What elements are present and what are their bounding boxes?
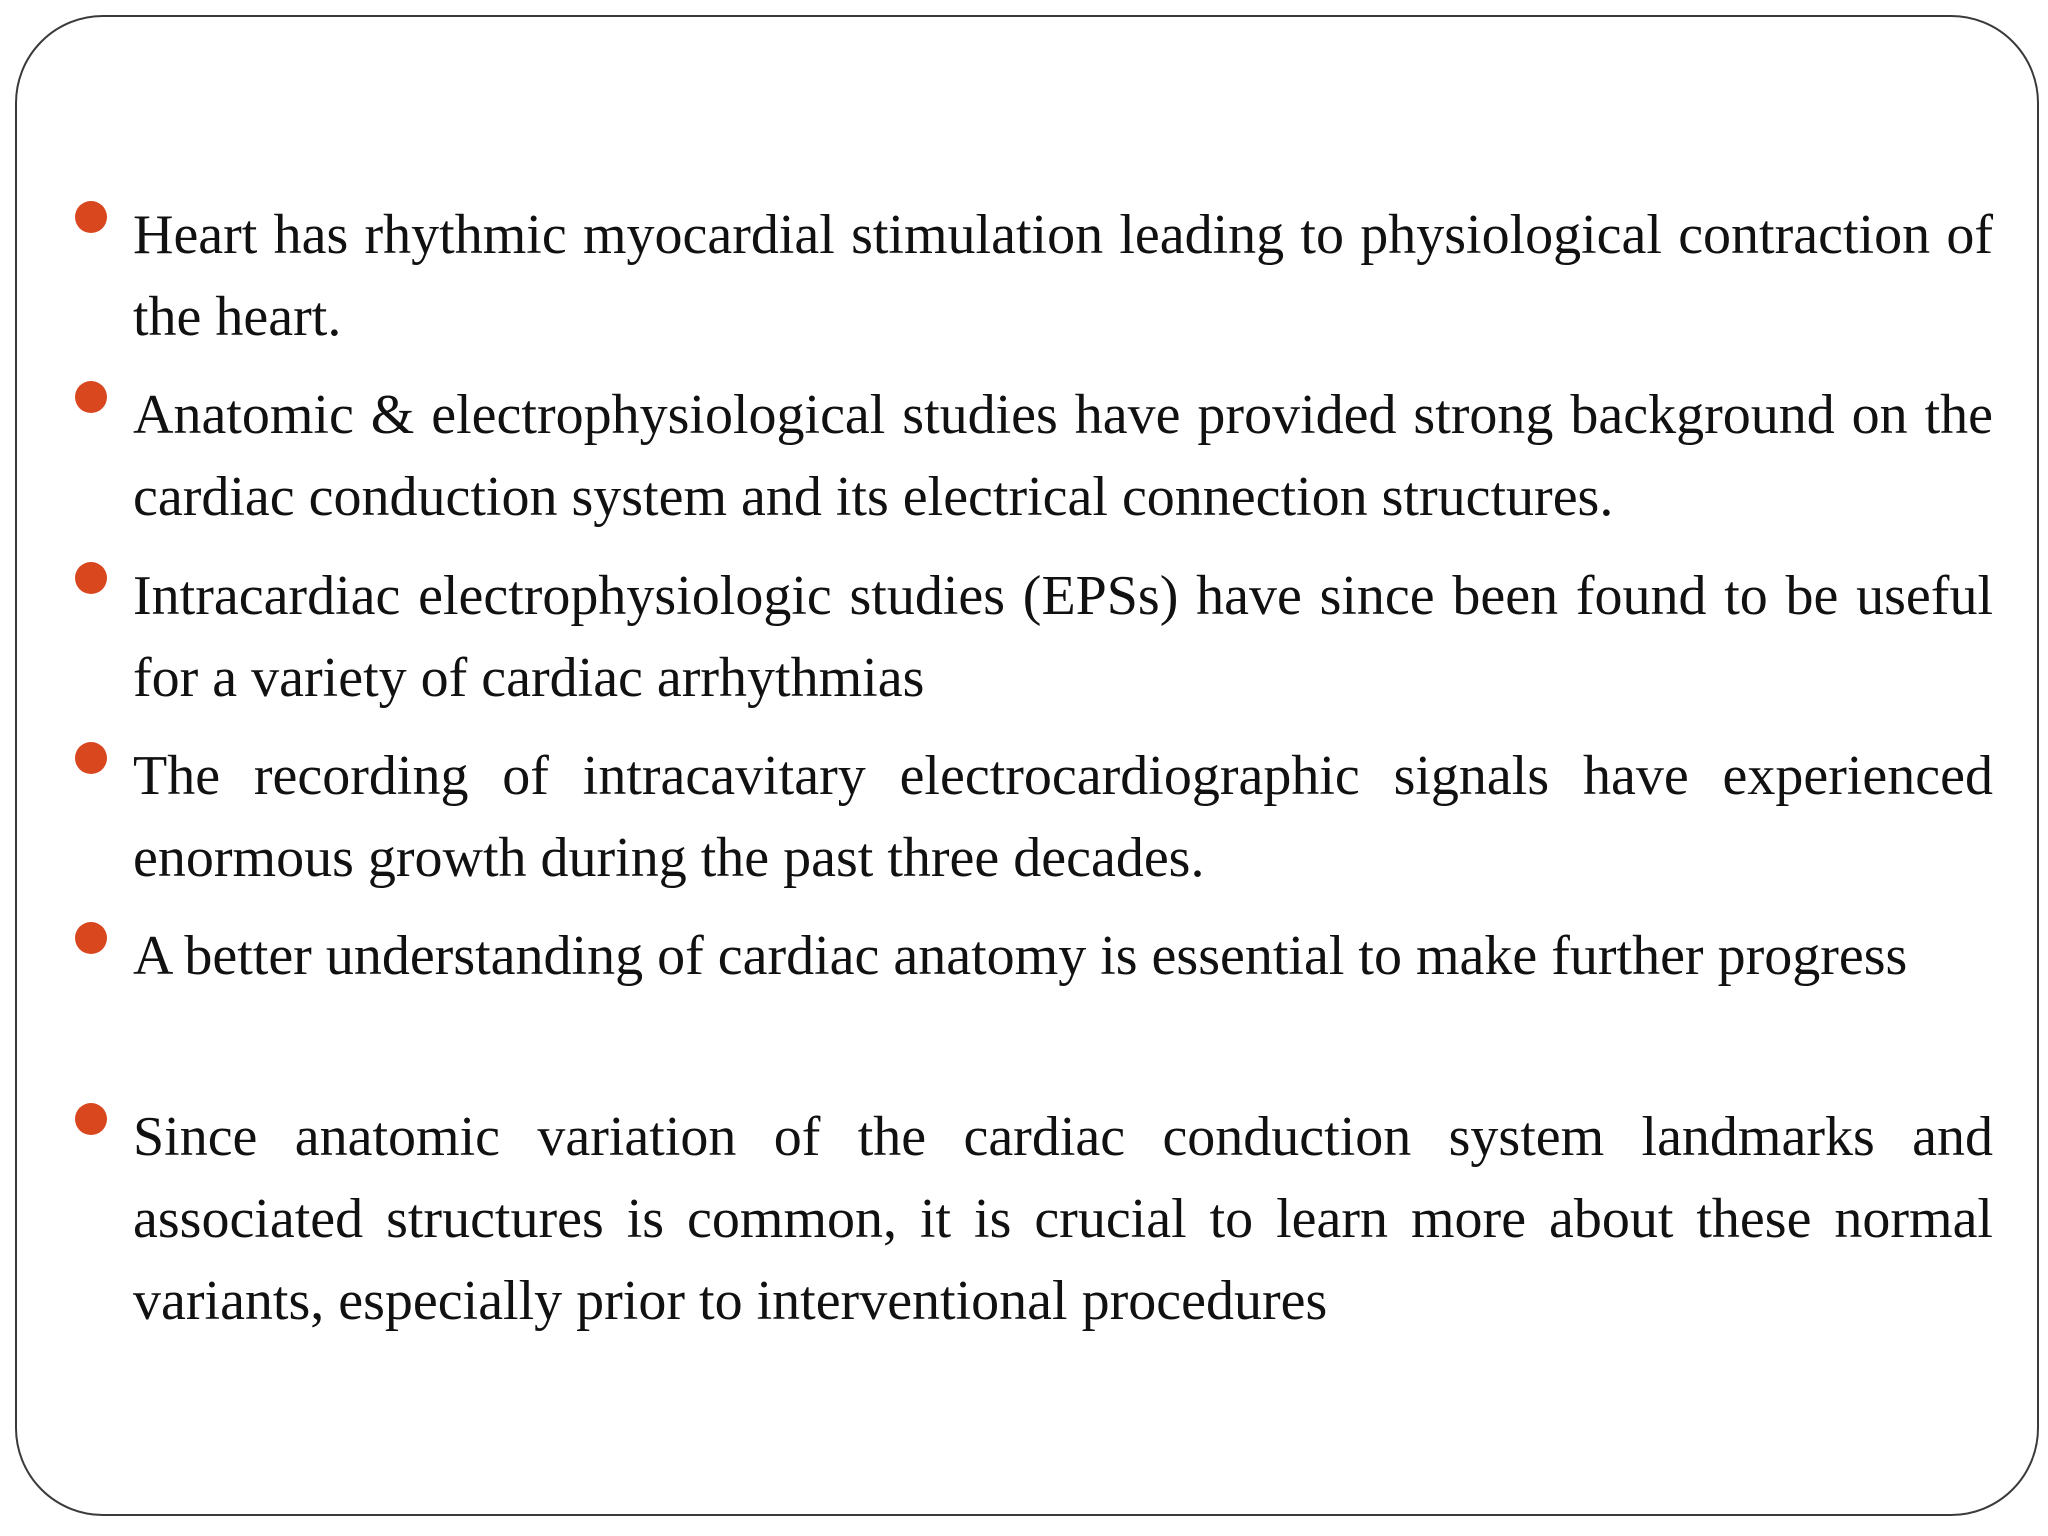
bullet-dot-icon <box>75 1103 107 1135</box>
bullet-text: Since anatomic variation of the cardiac conduction system landmarks and associated structures is common, it is crucial to learn more about these normal variants, especially prior to interventional procedures <box>133 1106 1993 1332</box>
bullet-dot-icon <box>75 381 107 413</box>
bullet-text: Anatomic & electrophysiological studies have provided strong background on the cardiac conduction system and its electrical connection structures. <box>133 384 1993 528</box>
bullet-text: Intracardiac electrophysiologic studies (EPSs) have since been found to be useful for a variety of cardiac arrhythmias <box>133 565 1993 709</box>
bullet-dot-icon <box>75 201 107 233</box>
bullet-text: Heart has rhythmic myocardial stimulation leading to physiological contraction of the heart. <box>133 204 1993 348</box>
bullet-dot-icon <box>75 922 107 954</box>
bullet-dot-icon <box>75 742 107 774</box>
bullet-text: A better understanding of cardiac anatomy is essential to make further progress <box>133 925 1908 987</box>
bullet-text: The recording of intracavitary electrocardiographic signals have experienced enormous growth during the past three decades. <box>133 745 1993 889</box>
bullet-dot-icon <box>75 562 107 594</box>
